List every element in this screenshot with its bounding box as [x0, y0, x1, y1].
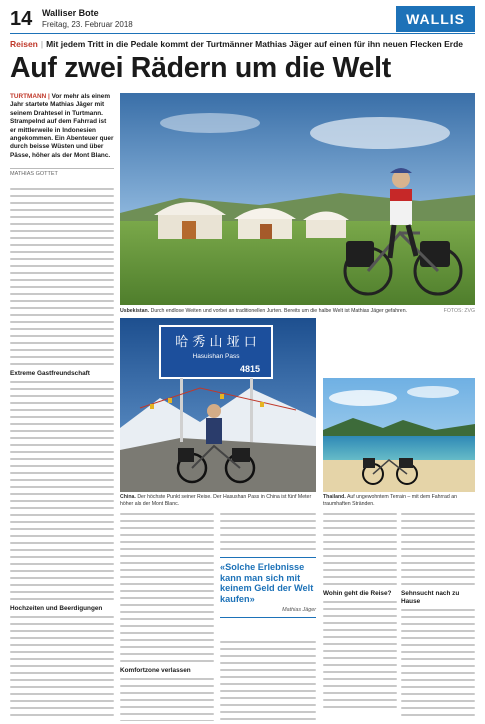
subhead-gastfreundschaft: Extreme Gastfreundschaft: [10, 370, 90, 377]
kicker-separator: |: [40, 39, 44, 49]
kicker: [10, 39, 475, 50]
kicker-label: Reisen: [10, 39, 38, 49]
body-text-illegible: [401, 513, 475, 585]
subhead-hochzeiten: Hochzeiten und Beerdigungen: [10, 605, 103, 612]
kicker-text: Mit jedem Tritt in die Pedale kommt der Turtmänner Mathias Jäger auf einen für ihn neuen Flecken Erde: [46, 39, 464, 49]
caption-uzbekistan: [120, 308, 475, 315]
lead-text: Vor mehr als einem Jahr startete Mathias Jäger mit seinem Drahtesel in Turtmann. Strampelnd auf dem Fahrrad ist er mittlerweile in Indonesien angekommen. Ein Abenteuer quer durch beisse Wüsten und über Pässe, höher als der Mont Blanc.: [10, 93, 114, 159]
caption-thailand-place: Thailand.: [323, 494, 346, 500]
body-text-illegible: [120, 513, 214, 662]
photo-china: [120, 318, 316, 492]
photo-thailand: [323, 378, 475, 492]
body-column-4: [323, 513, 397, 721]
publication-name: Walliser Bote: [42, 8, 99, 18]
photo-china-illustration: [120, 318, 316, 492]
page-number: 14: [10, 8, 33, 30]
body-text-illegible: [220, 641, 316, 720]
body-text-illegible: [323, 513, 397, 585]
sign-chinese: 哈 秀 山 垭 口: [175, 335, 257, 350]
caption-uzbekistan-place: Usbekistan.: [120, 308, 150, 314]
body-text-illegible: [10, 188, 114, 365]
sign-elevation: 4815: [239, 364, 261, 374]
pull-quote-text: «Solche Erlebnisse kann man sich mit keinem Geld der Welt kaufen»: [220, 562, 314, 604]
body-text-illegible: [401, 609, 475, 716]
body-text-illegible: [120, 678, 214, 721]
body-text-illegible: [323, 601, 397, 708]
caption-china: [120, 494, 316, 507]
masthead: [10, 6, 475, 32]
caption-thailand: [323, 494, 475, 507]
photo-credit: FOTOS: ZVG: [443, 308, 475, 314]
lead-paragraph: [10, 93, 114, 160]
publication-block: [34, 6, 396, 32]
lead-column: [10, 93, 114, 177]
pull-quote-author: Mathias Jäger: [282, 607, 316, 613]
body-text-illegible: [10, 381, 114, 600]
subhead-sehnsucht: Sehnsucht nach zu Hause: [401, 590, 460, 605]
body-column-1: [10, 188, 114, 718]
body-column-2: [120, 513, 214, 721]
subhead-komfortzone: Komfortzone verlassen: [120, 667, 191, 674]
body-column-5: [401, 513, 475, 721]
lead-location: TURTMANN |: [10, 93, 50, 100]
publication-date: Freitag, 23. Februar 2018: [42, 20, 133, 29]
caption-china-text: Der höchste Punkt seiner Reise. Der Hasushan Pass in China ist fünf Meter höher als der Mont Blanc.: [120, 494, 312, 507]
headline: Auf zwei Rädern um die Welt: [10, 52, 391, 84]
pull-quote: [220, 557, 316, 618]
caption-thailand-text: Auf ungewohntem Terrain – mit dem Fahrrad an traumhaften Stränden.: [323, 494, 457, 507]
author-byline: MATHIAS GOTTET: [10, 168, 114, 177]
masthead-rule: [10, 33, 475, 34]
photo-thailand-illustration: [323, 378, 475, 492]
section-tab[interactable]: WALLIS: [396, 6, 475, 32]
subhead-wohin: Wohin geht die Reise?: [323, 590, 392, 597]
sign-pinyin: Hasuishan Pass: [192, 353, 240, 360]
body-text-illegible: [10, 616, 114, 718]
caption-china-place: China.: [120, 494, 136, 500]
photo-uzbekistan: [120, 93, 475, 305]
body-text-illegible: [220, 513, 316, 550]
caption-uzbekistan-text: Durch endlose Weiten und vorbei an traditionellen Jurten. Bereits um die halbe Welt ist Mathias Jäger gefahren.: [150, 308, 408, 314]
photo-uzbekistan-illustration: [120, 93, 475, 305]
